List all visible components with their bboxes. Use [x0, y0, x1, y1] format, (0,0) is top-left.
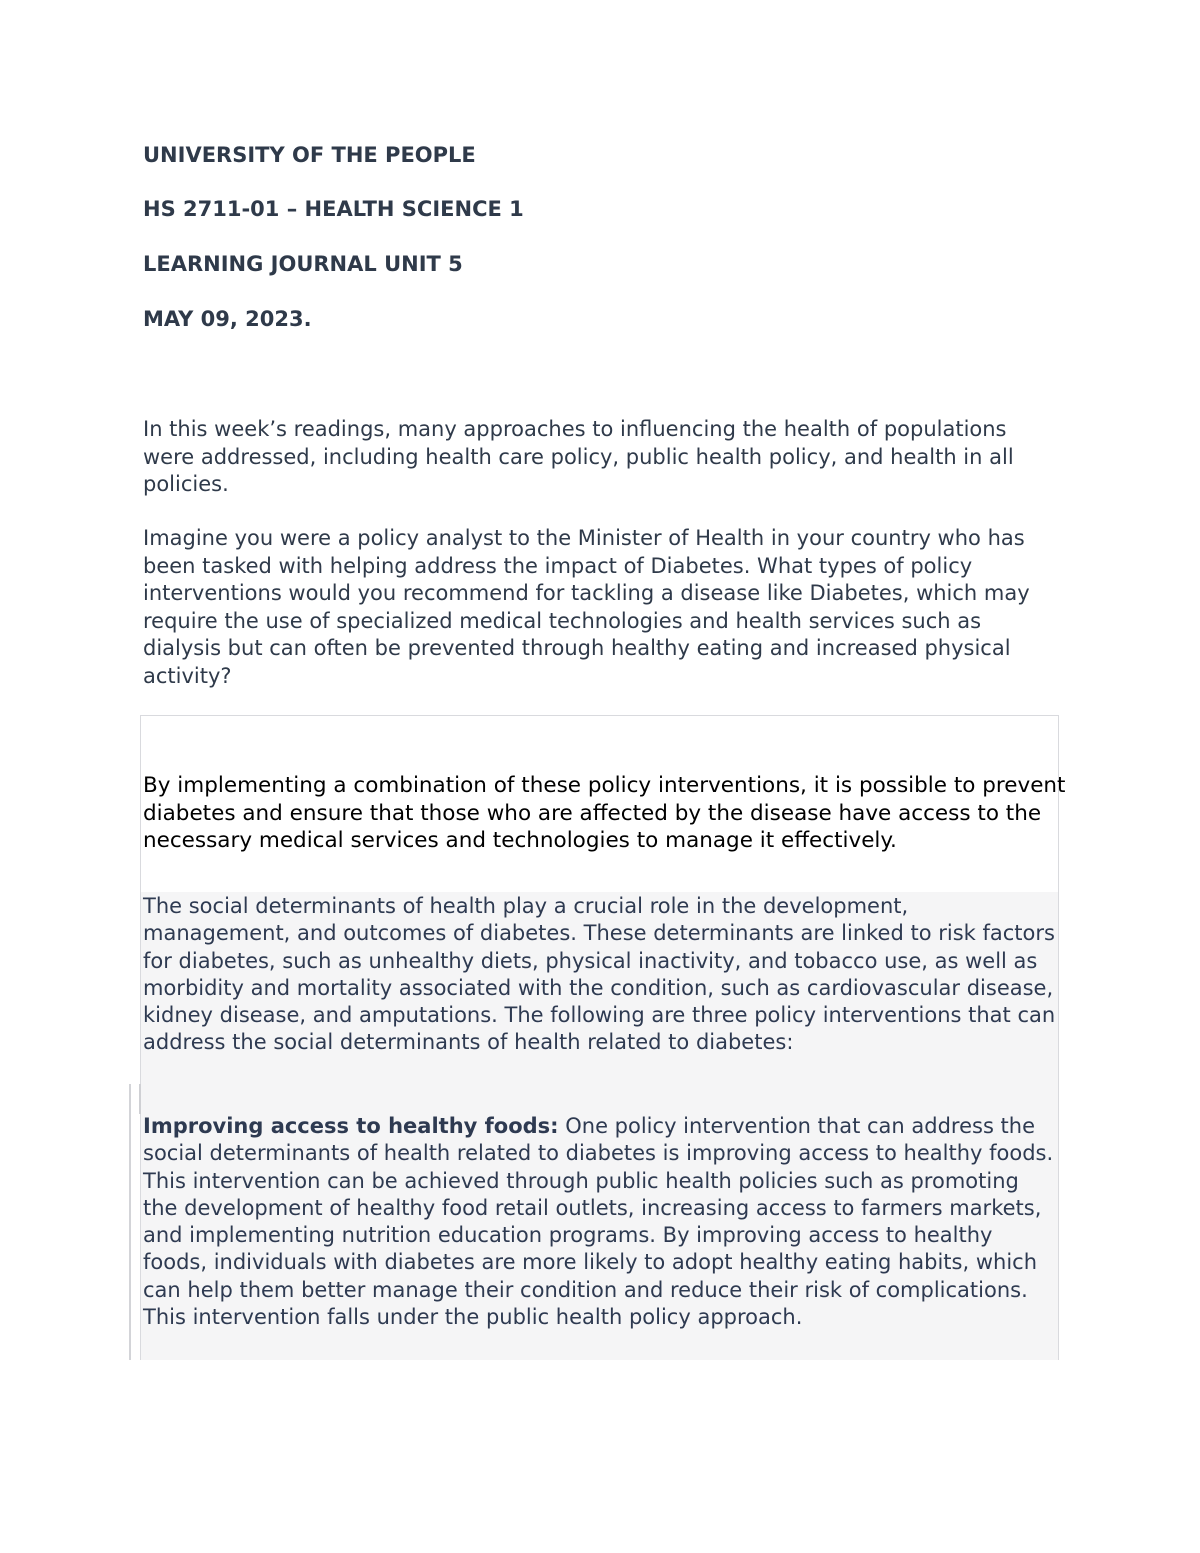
- assignment-title: LEARNING JOURNAL UNIT 5: [143, 252, 463, 276]
- prompt-intro: In this week’s readings, many approaches to influencing the health of populations were addressed, including health care policy, public health policy, and health in all policies.: [143, 417, 1014, 496]
- social-determinants-paragraph: The social determinants of health play a crucial role in the development, management, and outcomes of diabetes. These determinants are linked to risk factors for diabetes, such as unhealthy diets, physical inactivity, and tobacco use, as well as morbidity and mortality associated with the condition, such as cardiovascular disease, kidney disease, and amputations. The following are three policy interventions that can address the social determinants of health related to diabetes:: [143, 894, 1056, 1055]
- left-margin-rule-inner: [139, 1084, 141, 1114]
- course-title: HS 2711-01 – HEALTH SCIENCE 1: [143, 197, 524, 221]
- intervention-healthy-foods: [143, 1113, 1058, 1331]
- answer-summary: By implementing a combination of these policy interventions, it is possible to prevent diabetes and ensure that those who are affected by the disease have access to the necessary medical services and technologies to manage it effectively.: [143, 773, 1066, 853]
- university-name: UNIVERSITY OF THE PEOPLE: [143, 143, 476, 167]
- intervention-healthy-foods-body: One policy intervention that can address the social determinants of health related to diabetes is improving access to healthy foods. This intervention can be achieved through public health policies such as promoting the development of healthy food retail outlets, increasing access to farmers markets, and implementing nutrition education programs. By improving access to healthy foods, individuals with diabetes are more likely to adopt healthy eating habits, which can help them better manage their condition and reduce their risk of complications. This intervention falls under the public health policy approach.: [143, 1114, 1054, 1330]
- left-margin-rule: [129, 1084, 131, 1360]
- document-date: MAY 09, 2023.: [143, 307, 312, 331]
- intervention-healthy-foods-title: Improving access to healthy foods:: [143, 1114, 559, 1138]
- prompt-question: Imagine you were a policy analyst to the Minister of Health in your country who has been tasked with helping address the impact of Diabetes. What types of policy interventions would you recommend for tackling a disease like Diabetes, which may require the use of specialized medical technologies and health services such as dialysis but can often be prevented through healthy eating and increased physical activity?: [143, 526, 1030, 688]
